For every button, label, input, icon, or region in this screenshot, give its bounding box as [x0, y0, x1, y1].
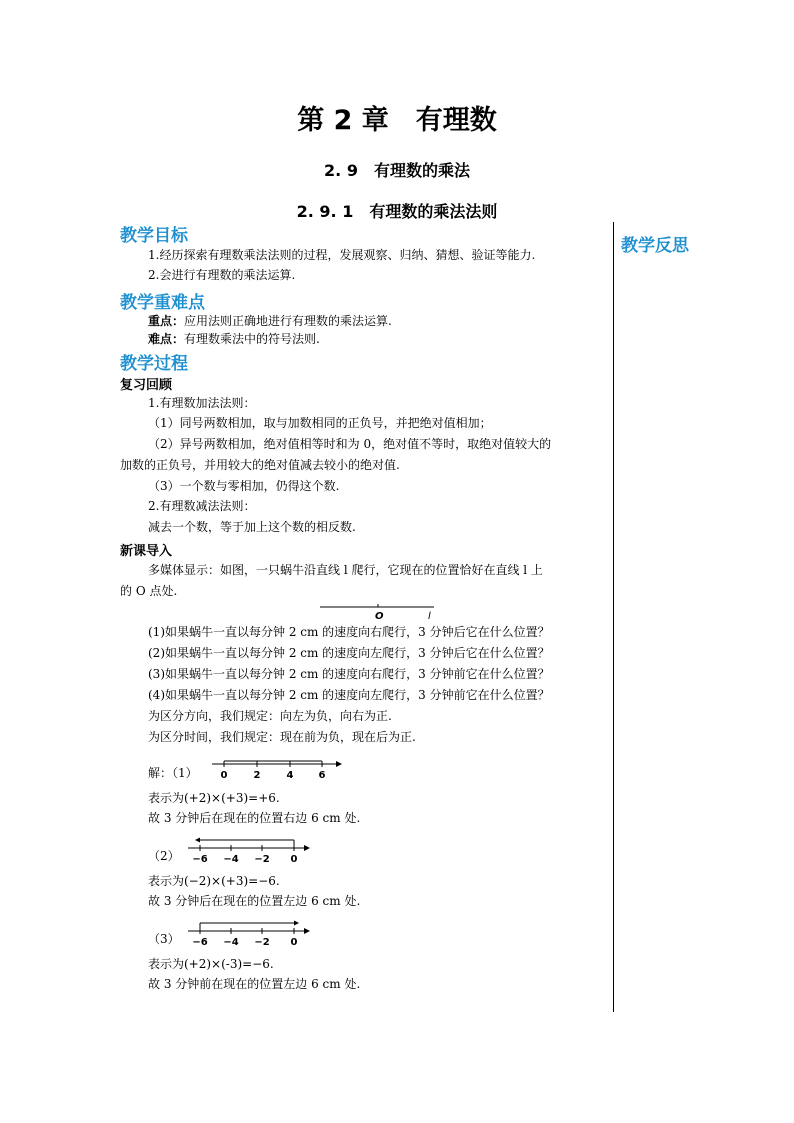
movement-arrowhead [195, 838, 200, 843]
section-title: 2. 9 有理数的乘法 [324, 161, 470, 180]
column-divider [613, 222, 614, 1012]
tick-label: −2 [254, 854, 270, 864]
question-line: (4)如果蜗牛一直以每分钟 2 cm 的速度向左爬行，3 分钟前它在什么位置？ [148, 688, 550, 702]
number-line-3 [186, 919, 314, 947]
tick-label: −4 [223, 854, 239, 864]
axis-arrow [304, 845, 310, 851]
intro-title: 新课导入 [120, 544, 173, 559]
intro-line: 多媒体显示：如图，一只蜗牛沿直线 l 爬行，它现在的位置恰好在直线 l 上 [148, 563, 543, 577]
tick-label: 2 [253, 770, 261, 780]
key-point-line [148, 313, 392, 329]
review-line: 减去一个数，等于加上这个数的相反数. [148, 520, 356, 534]
review-line: （1）同号两数相加，取与加数相同的正负号，并把绝对值相加； [148, 416, 492, 430]
axis-arrow [336, 761, 342, 767]
review-title: 复习回顾 [120, 378, 173, 393]
conclusion-line: 故 3 分钟前在现在的位置左边 6 cm 处. [148, 977, 361, 991]
key-text: 应用法则正确地进行有理数的乘法运算. [184, 314, 392, 328]
reflection-title: 教学反思 [621, 236, 689, 256]
tick-label: 4 [286, 770, 294, 780]
objectives-title: 教学目标 [120, 226, 188, 246]
conclusion-line: 故 3 分钟后在现在的位置左边 6 cm 处. [148, 894, 361, 908]
solution-label: 解：（1） [148, 766, 198, 780]
review-line: 加数的正负号，并用较大的绝对值减去较小的绝对值. [120, 458, 400, 472]
key-points-title: 教学重难点 [120, 293, 205, 313]
solution-label: （3） [148, 932, 180, 946]
solution-label: （2） [148, 849, 180, 863]
review-line: 1.有理数加法法则： [148, 396, 256, 410]
expression-line: 表示为(−2)×(+3)=−6. [148, 874, 280, 888]
objective-item: 2.会进行有理数的乘法运算. [148, 268, 296, 282]
difficult-text: 有理数乘法中的符号法则. [184, 332, 320, 346]
tick-label: 0 [290, 937, 298, 947]
review-line: （3）一个数与零相加，仍得这个数. [148, 479, 340, 493]
difficult-label: 难点： [148, 332, 185, 346]
intro-line: 的 O 点处. [120, 584, 178, 598]
key-label: 重点： [148, 314, 185, 328]
subsection-title: 2. 9. 1 有理数的乘法法则 [296, 202, 498, 221]
number-line-1 [210, 758, 345, 780]
tick-label: −6 [192, 854, 208, 864]
expression-line: 表示为(+2)×(+3)=+6. [148, 791, 280, 805]
review-line: （2）异号两数相加，绝对值相等时和为 0，绝对值不等时，取绝对值较大的 [148, 437, 552, 451]
question-line: (2)如果蜗牛一直以每分钟 2 cm 的速度向左爬行，3 分钟后它在什么位置？ [148, 646, 550, 660]
process-title: 教学过程 [120, 354, 188, 374]
question-line: (1)如果蜗牛一直以每分钟 2 cm 的速度向右爬行，3 分钟后它在什么位置？ [148, 625, 550, 639]
axis-arrow [304, 928, 310, 934]
tick-label: −2 [254, 937, 270, 947]
tick-label: −4 [223, 937, 239, 947]
movement-arrowhead [294, 921, 299, 926]
difficult-point-line [148, 331, 320, 347]
rule-line: 为区分方向，我们规定：向左为负，向右为正. [148, 709, 392, 723]
tick-label: 0 [290, 854, 298, 864]
line-l-label: l [428, 611, 431, 621]
tick-label: 0 [220, 770, 228, 780]
tick-label: 6 [318, 770, 326, 780]
review-line: 2.有理数减法法则： [148, 499, 256, 513]
question-line: (3)如果蜗牛一直以每分钟 2 cm 的速度向右爬行，3 分钟前它在什么位置？ [148, 667, 550, 681]
snail-line-figure [318, 603, 438, 621]
number-line-2 [186, 836, 314, 864]
conclusion-line: 故 3 分钟后在现在的位置右边 6 cm 处. [148, 811, 361, 825]
rule-line: 为区分时间，我们规定：现在前为负，现在后为正. [148, 730, 416, 744]
point-o-label: O [375, 611, 384, 621]
expression-line: 表示为(+2)×(-3)=−6. [148, 957, 274, 971]
chapter-title: 第 2 章 有理数 [297, 105, 497, 136]
tick-label: −6 [192, 937, 208, 947]
objective-item: 1.经历探索有理数乘法法则的过程，发展观察、归纳、猜想、验证等能力. [148, 248, 536, 262]
